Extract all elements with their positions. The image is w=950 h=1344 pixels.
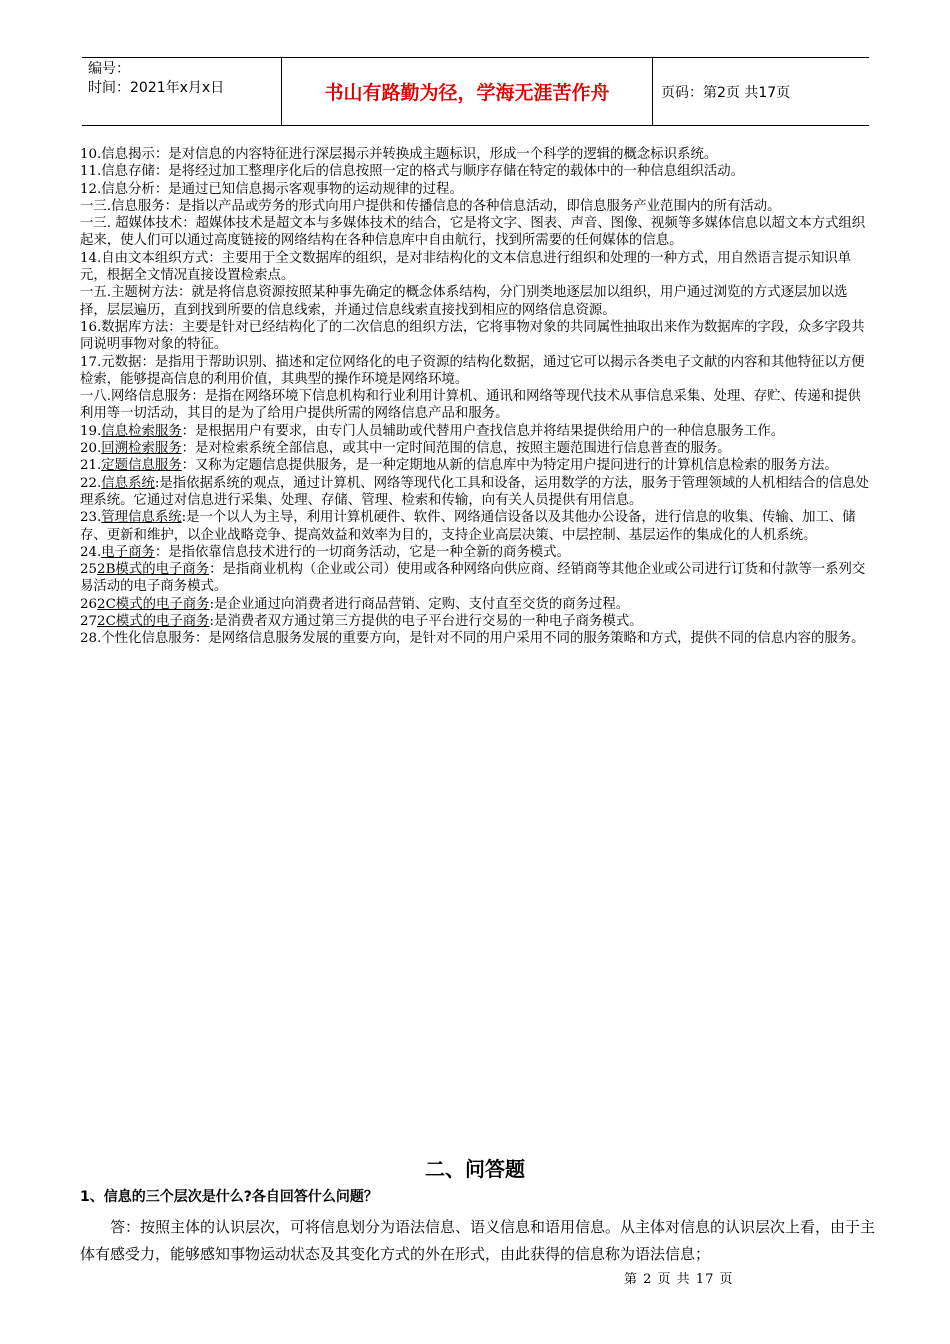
definition-item: 22.信息系统:是指依据系统的观点，通过计算机、网络等现代化工具和设备，运用数学的方法，服务于管理领域的人机相结合的信息处理系统。它通过对信息进行采集、处理、存储、管理、检索和传输，向有关人员提供有用信息。	[80, 475, 870, 508]
definition-item: 19.信息检索服务：是根据用户有要求，由专门人员辅助或代替用户查找信息并将结果提供给用户的一种信息服务工作。	[80, 423, 785, 439]
definition-item: 一三.信息服务：是指以产品或劳务的形式向用户提供和传播信息的各种信息活动，即信息服务产业范围内的所有活动。	[80, 198, 781, 214]
definition-item: 262C模式的电子商务:是企业通过向消费者进行商品营销、定购、支付直至交货的商务过程。	[80, 596, 630, 612]
definition-item: 17.元数据：是指用于帮助识别、描述和定位网络化的电子资源的结构化数据，通过它可以揭示各类电子文献的内容和其他特征以方便检索，能够提高信息的利用价值，其典型的操作环境是网络环境。	[80, 354, 865, 387]
doc-time-label: 时间：2021年x月x日	[88, 80, 225, 96]
definition-item: 一五.主题树方法：就是将信息资源按照某种事先确定的概念体系结构，分门别类地逐层加以组织，用户通过浏览的方式逐层加以选择，层层遍历，直到找到所要的信息线索，并通过信息线索直接找到相应的网络信息资源。	[80, 285, 848, 318]
page-header	[82, 57, 869, 126]
definition-item: 12.信息分析：是通过已知信息揭示客观事物的运动规律的过程。	[80, 181, 463, 197]
definition-item: 20.回溯检索服务：是对检索系统全部信息，或其中一定时间范围的信息，按照主题范围进行信息普查的服务。	[80, 441, 731, 457]
definitions-list	[80, 146, 870, 648]
definition-item: 11.信息存储：是将经过加工整理序化后的信息按照一定的格式与顺序存储在特定的载体中的一种信息组织活动。	[80, 164, 745, 180]
header-meta	[82, 58, 282, 125]
definition-item: 252B模式的电子商务：是指商业机构（企业或公司）使用或各种网络向供应商、经销商等其他企业或公司进行订货和付款等一系列交易活动的电子商务模式。	[80, 562, 866, 595]
definition-item: 一三. 超媒体技术：超媒体技术是超文本与多媒体技术的结合，它是将文字、图表、声音、图像、视频等多媒体信息以超文本方式组织起来，使人们可以通过高度链接的网络结构在各种信息库中自由航行，找到所需要的任何媒体的信息。	[80, 216, 866, 249]
header-page-label: 页码：第2页 共17页	[661, 84, 791, 101]
definition-item: 24.电子商务：是指依靠信息技术进行的一切商务活动，它是一种全新的商务模式。	[80, 544, 570, 560]
answer-paragraph: 答：按照主体的认识层次，可将信息划分为语法信息、语义信息和语用信息。从主体对信息的认识层次上看，由于主体有感受力，能够感知事物运动状态及其变化方式的外在形式，由此获得的信息称为语法信息；	[80, 1218, 876, 1263]
question-heading: 1、信息的三个层次是什么?各自回答什么问题？	[80, 1189, 378, 1205]
section-title: 二、问答题	[425, 1157, 525, 1181]
header-motto: 书山有路勤为径，学海无涯苦作舟	[282, 58, 653, 125]
definition-item: 23.管理信息系统:是一个以人为主导，利用计算机硬件、软件、网络通信设备以及其他办公设备，进行信息的收集、传输、加工、储存、更新和维护，以企业战略竞争、提高效益和效率为目的，支持企业高层决策、中层控制、基层运作的集成化的人机系统。	[80, 510, 856, 543]
definition-item: 14.自由文本组织方式：主要用于全文数据库的组织，是对非结构化的文本信息进行组织和处理的一种方式，用自然语言提示知识单元，根据全文情况直接设置检索点。	[80, 250, 852, 284]
definition-item: 28.个性化信息服务：是网络信息服务发展的重要方向，是针对不同的用户采用不同的服务策略和方式，提供不同的信息内容的服务。	[80, 631, 865, 647]
doc-number-label: 编号：	[88, 61, 130, 77]
definition-item: 16.数据库方法：主要是针对已经结构化了的二次信息的组织方法，它将事物对象的共同属性抽取出来作为数据库的字段，众多字段共同说明事物对象的特征。	[80, 319, 865, 353]
definition-item: 一八.网络信息服务：是指在网络环境下信息机构和行业利用计算机、通讯和网络等现代技术从事信息采集、处理、存贮、传递和提供利用等一切活动，其目的是为了给用户提供所需的网络信息产品和服务。	[80, 389, 861, 422]
page-footer: 第 2 页 共 17 页	[624, 1272, 734, 1287]
definition-item: 272C模式的电子商务:是消费者双方通过第三方提供的电子平台进行交易的一种电子商务模式。	[80, 614, 643, 630]
definition-item: 21.定题信息服务：又称为定题信息提供服务，是一种定期地从新的信息库中为特定用户提问进行的计算机信息检索的服务方法。	[80, 458, 838, 474]
definition-item: 10.信息揭示：是对信息的内容特征进行深层揭示并转换成主题标识，形成一个科学的逻辑的概念标识系统。	[80, 147, 718, 162]
